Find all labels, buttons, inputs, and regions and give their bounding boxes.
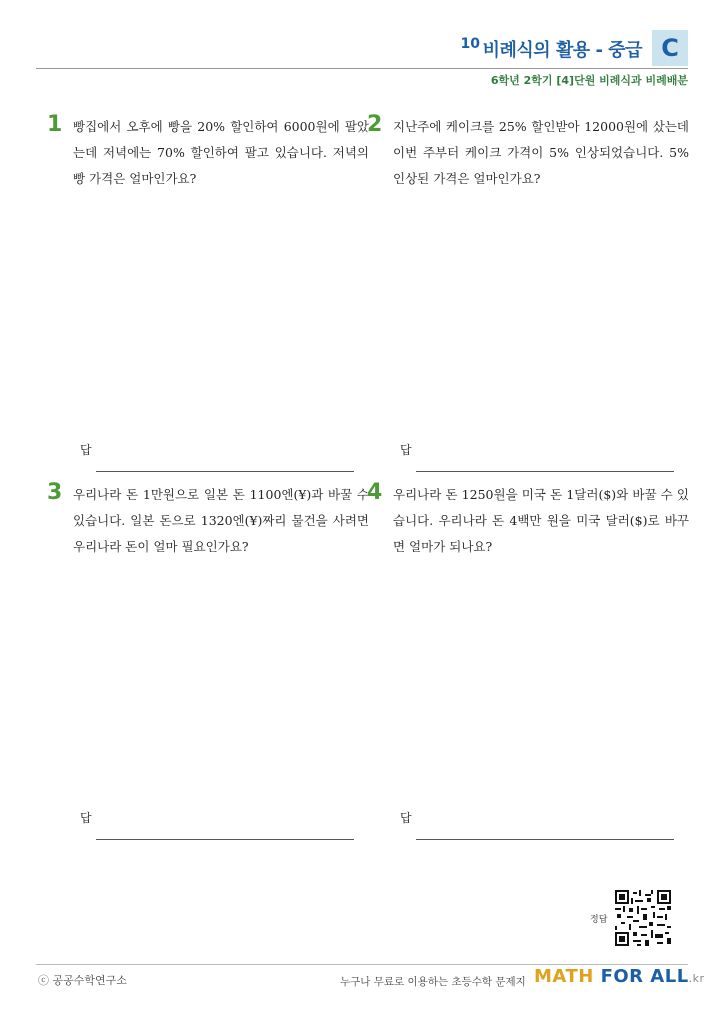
answer-label: 답 [400, 811, 412, 825]
problem-number: 4 [367, 480, 383, 505]
page-header [36, 30, 688, 68]
brand-part-domain: .kr [688, 972, 705, 985]
qr-label: 정답 [590, 915, 608, 925]
qr-code-icon[interactable] [615, 890, 671, 946]
worksheet-title: 비례식의 활용 - 중급 [482, 40, 642, 61]
problem-4 [367, 480, 689, 560]
answer-label: 답 [400, 443, 412, 457]
copyright: ⓒ 공공수학연구소 [38, 974, 127, 987]
problem-2 [367, 112, 689, 192]
level-badge: C [652, 30, 688, 66]
problem-1 [47, 112, 369, 192]
unit-number: 10 [460, 36, 480, 52]
answer-line [96, 471, 354, 472]
answer-line [416, 839, 674, 840]
answer-label: 답 [80, 443, 92, 457]
unit-subtitle: 6학년 2학기 [4]단원 비례식과 비례배분 [490, 74, 688, 87]
problem-text: 우리나라 돈 1250원을 미국 돈 1달러($)와 바꿀 수 있습니다. 우리나라 돈 4백만 원을 미국 달러($)로 바꾸면 얼마가 되나요? [393, 487, 689, 554]
problem-number: 3 [47, 480, 63, 505]
answer-line [96, 839, 354, 840]
brand-part-forall: FOR ALL [600, 966, 689, 987]
brand-part-math: MATH [534, 966, 601, 987]
problem-3 [47, 480, 369, 560]
footer-divider [36, 964, 688, 965]
header-divider [36, 68, 688, 69]
problem-number: 2 [367, 112, 383, 137]
problem-text: 우리나라 돈 1만원으로 일본 돈 1100엔(¥)과 바꿀 수 있습니다. 일본 돈으로 1320엔(¥)짜리 물건을 사려면 우리나라 돈이 얼마 필요인가요? [73, 487, 369, 554]
problem-number: 1 [47, 112, 63, 137]
footer-tagline: 누구나 무료로 이용하는 초등수학 문제지 [340, 976, 526, 988]
brand-logo[interactable] [534, 966, 705, 987]
answer-line [416, 471, 674, 472]
answer-label: 답 [80, 811, 92, 825]
problem-text: 지난주에 케이크를 25% 할인받아 12000원에 샀는데 이번 주부터 케이크 가격이 5% 인상되었습니다. 5% 인상된 가격은 얼마인가요? [393, 119, 689, 186]
problem-text: 빵집에서 오후에 빵을 20% 할인하여 6000원에 팔았는데 저녁에는 70% 할인하여 팔고 있습니다. 저녁의 빵 가격은 얼마인가요? [73, 119, 369, 186]
